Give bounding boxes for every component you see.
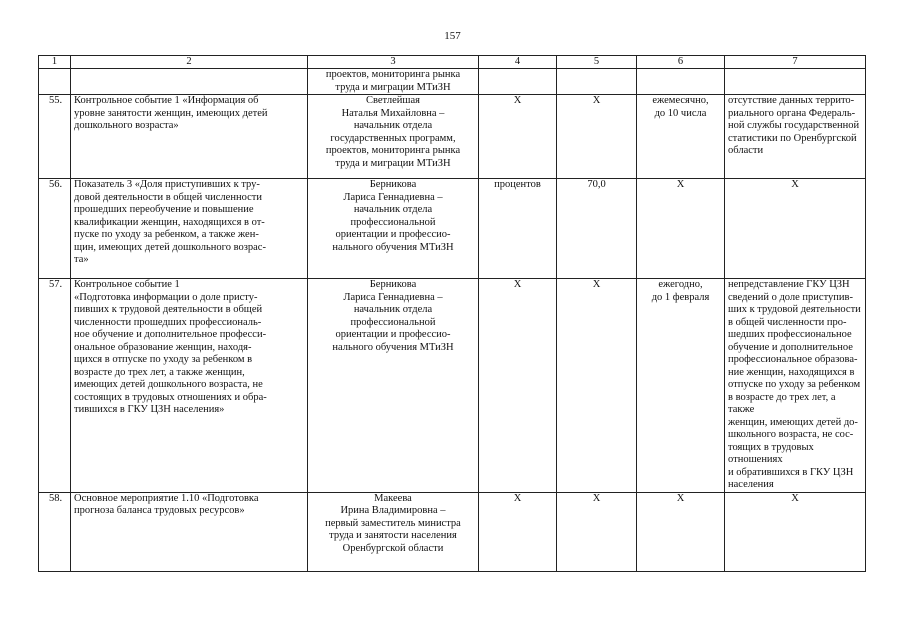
cell-responsible: Берникова Лариса Геннадиевна – начальник отдела профессиональной ориентации и профессио- нального обучения МТиЗН bbox=[308, 279, 479, 493]
table-row bbox=[39, 492, 866, 571]
column-header-3: 3 bbox=[308, 56, 479, 69]
plan-table bbox=[38, 55, 866, 572]
cell-responsible: проектов, мониторинга рынка труда и миграции МТиЗН bbox=[308, 69, 479, 95]
page-number: 157 bbox=[444, 30, 461, 42]
cell-note: непредставление ГКУ ЦЗН сведений о доле приступив- ших к трудовой деятельности в общей численности про- шедших профессиональное обучение и дополнительное профессиональное образова- ние женщин, находящихся в отпуске по уходу за ребенком в возрасте до трех лет, а также женщин, имеющих детей до- школьного возраста, не сос- тоящих в трудовых отношениях и обратившихся в ГКУ ЦЗН населения bbox=[725, 279, 866, 493]
column-number-row bbox=[39, 56, 866, 69]
table-row bbox=[39, 279, 866, 493]
column-header-5: 5 bbox=[557, 56, 637, 69]
cell-name: Контрольное событие 1 «Подготовка информации о доле присту- пивших к трудовой деятельности в общей численности прошедших профессиональ- ное обучение и дополнительное професси- ональное образование женщин, находя- щихся в отпуске по уходу за ребенком в возрасте до трех лет, а также женщин, имеющих детей дошкольного возраста, не состоящих в трудовых отношениях и обра- тившихся в ГКУ ЦЗН населения» bbox=[71, 279, 308, 493]
cell-note: отсутствие данных террито- риального органа Федераль- ной службы государственной статистики по Оренбургской области bbox=[725, 95, 866, 179]
cell-period: X bbox=[637, 492, 725, 571]
cell-num: 57. bbox=[39, 279, 71, 493]
cell-name: Показатель 3 «Доля приступивших к тру- довой деятельности в общей численности прошедших переобучение и повышение квалификации женщин, находящихся в от- пуске по уходу за ребенком, а также жен- щин, имеющих детей дошкольного возрас- та» bbox=[71, 179, 308, 279]
cell-unit: процентов bbox=[479, 179, 557, 279]
cell-name bbox=[71, 69, 308, 95]
cell-note bbox=[725, 69, 866, 95]
cell-unit: X bbox=[479, 95, 557, 179]
column-header-6: 6 bbox=[637, 56, 725, 69]
cell-name: Контрольное событие 1 «Информация об уровне занятости женщин, имеющих детей дошкольного возраста» bbox=[71, 95, 308, 179]
cell-responsible: Берникова Лариса Геннадиевна – начальник отдела профессиональной ориентации и профессио- нального обучения МТиЗН bbox=[308, 179, 479, 279]
cell-unit: X bbox=[479, 279, 557, 493]
cell-period: X bbox=[637, 179, 725, 279]
cell-note: X bbox=[725, 179, 866, 279]
table-row bbox=[39, 95, 866, 179]
cell-name: Основное мероприятие 1.10 «Подготовка прогноза баланса трудовых ресурсов» bbox=[71, 492, 308, 571]
cell-num bbox=[39, 69, 71, 95]
column-header-7: 7 bbox=[725, 56, 866, 69]
column-header-1: 1 bbox=[39, 56, 71, 69]
table-row-continuation bbox=[39, 69, 866, 95]
cell-value: 70,0 bbox=[557, 179, 637, 279]
cell-num: 58. bbox=[39, 492, 71, 571]
cell-responsible: Светлейшая Наталья Михайловна – начальник отдела государственных программ, проектов, мониторинга рынка труда и миграции МТиЗН bbox=[308, 95, 479, 179]
column-header-4: 4 bbox=[479, 56, 557, 69]
cell-value: X bbox=[557, 492, 637, 571]
cell-unit bbox=[479, 69, 557, 95]
cell-period: ежемесячно, до 10 числа bbox=[637, 95, 725, 179]
cell-value bbox=[557, 69, 637, 95]
cell-num: 55. bbox=[39, 95, 71, 179]
cell-note: X bbox=[725, 492, 866, 571]
cell-period bbox=[637, 69, 725, 95]
cell-value: X bbox=[557, 95, 637, 179]
column-header-2: 2 bbox=[71, 56, 308, 69]
cell-value: X bbox=[557, 279, 637, 493]
table-row bbox=[39, 179, 866, 279]
cell-unit: X bbox=[479, 492, 557, 571]
cell-period: ежегодно, до 1 февраля bbox=[637, 279, 725, 493]
cell-responsible: Макеева Ирина Владимировна – первый заместитель министра труда и занятости населения Оренбургской области bbox=[308, 492, 479, 571]
cell-num: 56. bbox=[39, 179, 71, 279]
